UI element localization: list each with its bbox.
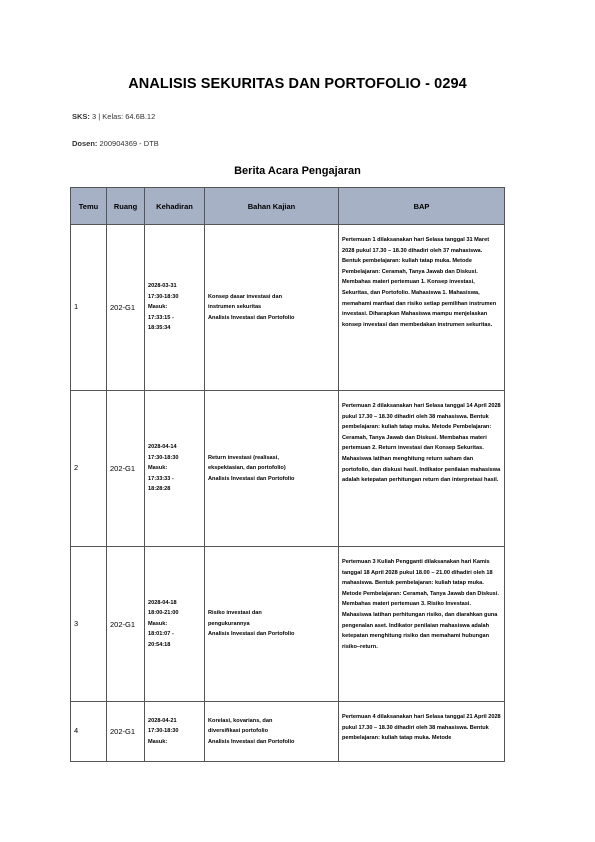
bahan-line: diversifikasi portofolio [208, 728, 268, 735]
cell-bahan-kajian [205, 702, 339, 762]
section-title: Berita Acara Pengajaran [234, 165, 361, 177]
cell-kehadiran [145, 391, 205, 547]
sks-value: 3 | Kelas: 64.6B.12 [92, 112, 156, 121]
cell-ruang: 202-G1 [107, 391, 145, 547]
kehadiran-date: 2028-04-14 [148, 444, 177, 451]
bahan-line: Return investasi (realisasi, [208, 454, 279, 461]
cell-bahan-kajian [205, 391, 339, 547]
bahan-line: instrumen sekuritas [208, 304, 262, 311]
bahan-line: Analisis Investasi dan Portofolio [208, 738, 295, 745]
kehadiran-time: 18:00-21:00 [148, 610, 179, 617]
bahan-line: Analisis Investasi dan Portofolio [208, 631, 295, 638]
kehadiran-label: Masuk: [148, 304, 168, 311]
kehadiran-out: 18:28:28 [148, 486, 171, 493]
bap-table [70, 187, 505, 762]
bahan-line: Konsep dasar investasi dan [208, 293, 282, 300]
cell-kehadiran [145, 702, 205, 762]
course-dosen-line [72, 139, 159, 148]
cell-temu: 1 [71, 225, 107, 391]
cell-temu: 4 [71, 702, 107, 762]
cell-bap: Pertemuan 2 dilaksanakan hari Selasa tanggal 14 April 2028 pukul 17.30 – 18.30 dihadiri oleh 38 mahasiswa. Bentuk pembelajaran: kuliah tatap muka. Metode Pembelajaran: Ceramah, Tanya Jawab dan Diskusi. Membahas materi pertemuan 2. Return investasi dan Konsep Sekuritas. Mahasiswa latihan menghitung return saham dan portofolio, dan diskusi hasil. Indikator penilaian mahasiswa adalah ketepatan perhitungan return dan interpretasi hasil. [339, 391, 505, 547]
cell-ruang: 202-G1 [107, 547, 145, 702]
table-row [71, 547, 505, 702]
table-header-row [71, 188, 505, 225]
cell-kehadiran [145, 547, 205, 702]
bahan-line: pengukurannya [208, 620, 250, 627]
kehadiran-date: 2028-04-21 [148, 717, 177, 724]
bahan-line: Korelasi, kovarians, dan [208, 717, 273, 724]
cell-kehadiran [145, 225, 205, 391]
sks-label: SKS: [72, 112, 90, 121]
table-row [71, 225, 505, 391]
cell-bap: Pertemuan 1 dilaksanakan hari Selasa tanggal 31 Maret 2028 pukul 17.30 – 18.30 dihadiri oleh 37 mahasiswa. Bentuk pembelajaran: kuliah tatap muka. Metode Pembelajaran: Ceramah, Tanya Jawab dan Diskusi. Membahas materi pertemuan 1. Konsep investasi, Sekuritas, dan Portofolio. Mahasiswa 1. Mahasiswa, memahami manfaat dan risiko setiap pemilihan instrumen investasi. Diharapkan Mahasiswa mampu menjelaskan konsep investasi dan membedakan instrumen sekuritas. [339, 225, 505, 391]
bahan-line: Risiko investasi dan [208, 610, 262, 617]
cell-bahan-kajian [205, 225, 339, 391]
dosen-value: 200904369 - DTB [99, 139, 159, 148]
header-temu: Temu [71, 188, 107, 225]
kehadiran-date: 2028-03-31 [148, 283, 177, 290]
table-row [71, 391, 505, 547]
kehadiran-label: Masuk: [148, 738, 168, 745]
kehadiran-date: 2028-04-18 [148, 599, 177, 606]
cell-bap: Pertemuan 3 Kuliah Pengganti dilaksanakan hari Kamis tanggal 18 April 2028 pukul 18.00 – 21.00 dihadiri oleh 18 mahasiswa. Bentuk pembelajaran: kuliah tatap muka. Metode Pembelajaran: Ceramah, Tanya Jawab dan Diskusi. Membahas materi pertemuan 3. Risiko Investasi. Mahasiswa latihan perhitungan risiko, dan diarahkan guna pengenalan aset. Indikator penilaian mahasiswa adalah ketepatan menghitung risiko dan memahami hubungan risiko–return. [339, 547, 505, 702]
header-bahan-kajian: Bahan Kajian [205, 188, 339, 225]
kehadiran-in: 17:33:15 - [148, 314, 174, 321]
course-title: ANALISIS SEKURITAS DAN PORTOFOLIO - 0294 [128, 76, 467, 92]
kehadiran-time: 17:30-18:30 [148, 454, 179, 461]
cell-temu: 2 [71, 391, 107, 547]
kehadiran-in: 18:01:07 - [148, 631, 174, 638]
header-ruang: Ruang [107, 188, 145, 225]
bahan-line: ekspektasian, dan portofolio) [208, 465, 286, 472]
bahan-line: Analisis Investasi dan Portofolio [208, 314, 295, 321]
cell-bahan-kajian [205, 547, 339, 702]
cell-ruang: 202-G1 [107, 702, 145, 762]
kehadiran-out: 18:35:34 [148, 325, 171, 332]
table-row [71, 702, 505, 762]
cell-bap: Pertemuan 4 dilaksanakan hari Selasa tanggal 21 April 2028 pukul 17.30 – 18.30 dihadiri oleh 38 mahasiswa. Bentuk pembelajaran: kuliah tatap muka. Metode [339, 702, 505, 762]
cell-ruang: 202-G1 [107, 225, 145, 391]
cell-temu: 3 [71, 547, 107, 702]
kehadiran-label: Masuk: [148, 620, 168, 627]
course-sks-line [72, 112, 155, 121]
header-kehadiran: Kehadiran [145, 188, 205, 225]
kehadiran-in: 17:33:33 - [148, 475, 174, 482]
kehadiran-time: 17:30-18:30 [148, 728, 179, 735]
dosen-label: Dosen: [72, 139, 98, 148]
kehadiran-label: Masuk: [148, 465, 168, 472]
kehadiran-out: 20:54:18 [148, 641, 171, 648]
header-bap: BAP [339, 188, 505, 225]
bahan-line: Analisis Investasi dan Portofolio [208, 475, 295, 482]
kehadiran-time: 17:30-18:30 [148, 293, 179, 300]
